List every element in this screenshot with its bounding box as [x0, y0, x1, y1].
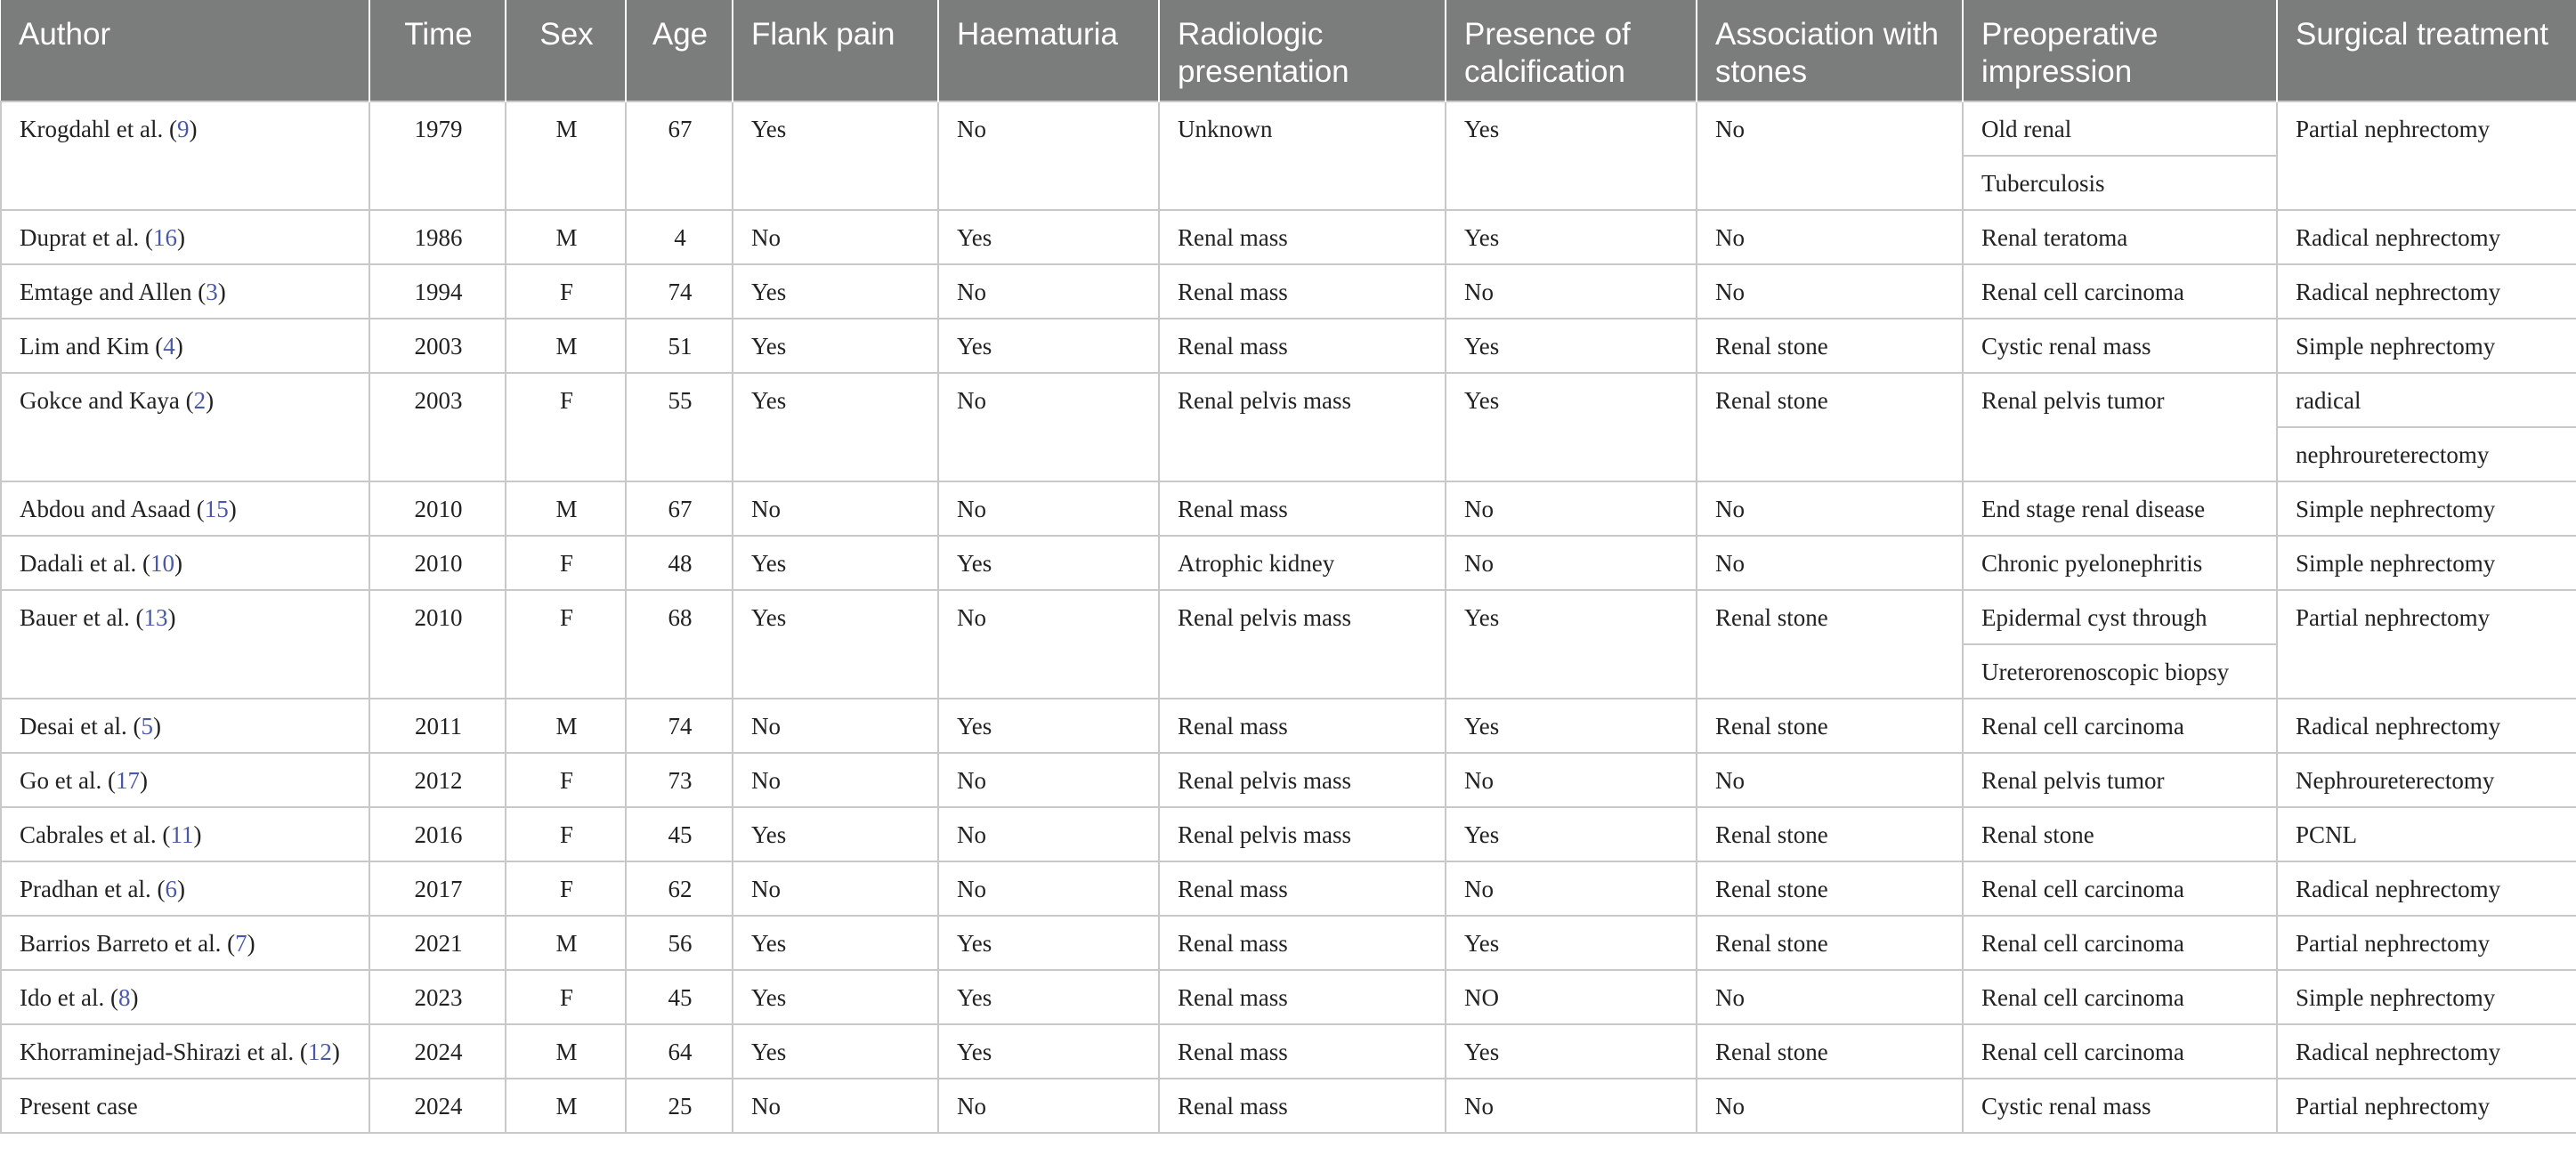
cell-calcification: No	[1446, 753, 1697, 807]
cell-impression: Ureterorenoscopic biopsy	[1963, 644, 2277, 699]
reference-close-paren: )	[174, 333, 183, 360]
cell-calcification: Yes	[1446, 916, 1697, 970]
cell-flank-pain: Yes	[733, 101, 938, 210]
cell-sex: F	[506, 970, 626, 1024]
reference-link[interactable]: 9	[176, 116, 190, 142]
cell-treatment: Nephroureterectomy	[2277, 753, 2576, 807]
cell-flank-pain: Yes	[733, 916, 938, 970]
reference-link[interactable]: 13	[143, 604, 168, 631]
cell-sex: M	[506, 1024, 626, 1079]
header-treatment: Surgical treatment	[2277, 0, 2576, 101]
cell-impression: Renal pelvis tumor	[1963, 753, 2277, 807]
cell-haematuria: Yes	[938, 1024, 1159, 1079]
cell-sex: F	[506, 807, 626, 861]
cell-radiology: Renal mass	[1159, 1024, 1446, 1079]
cell-age: 45	[626, 807, 733, 861]
author-name: Barrios Barreto et al. (	[20, 930, 236, 957]
reference-link[interactable]: 16	[152, 224, 177, 251]
cell-flank-pain: No	[733, 1079, 938, 1133]
cell-time: 2024	[369, 1024, 506, 1079]
cell-author	[1, 264, 369, 319]
cell-calcification: No	[1446, 536, 1697, 590]
reference-link[interactable]: 17	[115, 767, 140, 794]
reference-link[interactable]: 10	[150, 550, 174, 577]
cell-radiology: Renal mass	[1159, 481, 1446, 536]
cell-sex: M	[506, 916, 626, 970]
cell-impression: Tuberculosis	[1963, 156, 2277, 210]
reference-link[interactable]: 5	[141, 713, 153, 740]
cell-stones: Renal stone	[1697, 1024, 1963, 1079]
cell-stones: No	[1697, 970, 1963, 1024]
cell-calcification: No	[1446, 481, 1697, 536]
cell-radiology: Renal mass	[1159, 319, 1446, 373]
header-haematuria: Haematuria	[938, 0, 1159, 101]
cell-age: 68	[626, 590, 733, 699]
cell-haematuria: No	[938, 1079, 1159, 1133]
table-body	[1, 101, 2576, 1133]
cell-flank-pain: Yes	[733, 1024, 938, 1079]
cell-radiology: Renal mass	[1159, 210, 1446, 264]
reference-close-paren: )	[176, 876, 185, 902]
cell-author	[1, 807, 369, 861]
cell-time: 2010	[369, 481, 506, 536]
cell-treatment: Partial nephrectomy	[2277, 101, 2576, 210]
author-name: Ido et al. (	[20, 984, 118, 1011]
header-impression: Preoperative impression	[1963, 0, 2277, 101]
reference-close-paren: )	[176, 224, 185, 251]
cell-time: 2012	[369, 753, 506, 807]
cell-haematuria: Yes	[938, 970, 1159, 1024]
cell-calcification: No	[1446, 1079, 1697, 1133]
cell-calcification: No	[1446, 264, 1697, 319]
reference-link[interactable]: 11	[170, 821, 194, 848]
reference-link[interactable]: 12	[307, 1039, 332, 1065]
reference-close-paren: )	[331, 1039, 340, 1065]
reference-close-paren: )	[206, 387, 215, 414]
cell-stones: No	[1697, 264, 1963, 319]
table-row	[1, 1079, 2576, 1133]
cell-radiology: Renal pelvis mass	[1159, 753, 1446, 807]
cell-sex: F	[506, 373, 626, 481]
reference-close-paren: )	[189, 116, 198, 142]
reference-close-paren: )	[167, 604, 176, 631]
author-name: Pradhan et al. (	[20, 876, 166, 902]
cell-author	[1, 1079, 369, 1133]
cell-treatment: PCNL	[2277, 807, 2576, 861]
cell-age: 67	[626, 481, 733, 536]
cell-impression: Chronic pyelonephritis	[1963, 536, 2277, 590]
cell-radiology: Renal pelvis mass	[1159, 590, 1446, 699]
cell-sex: M	[506, 319, 626, 373]
reference-close-paren: )	[130, 984, 139, 1011]
cell-flank-pain: No	[733, 861, 938, 916]
cell-impression: Renal cell carcinoma	[1963, 861, 2277, 916]
reference-link[interactable]: 6	[165, 876, 177, 902]
cell-sex: M	[506, 101, 626, 210]
cell-flank-pain: No	[733, 699, 938, 753]
table-row	[1, 590, 2576, 644]
cell-author	[1, 861, 369, 916]
cell-time: 2024	[369, 1079, 506, 1133]
cell-author	[1, 753, 369, 807]
table-row	[1, 861, 2576, 916]
cell-haematuria: No	[938, 101, 1159, 210]
cell-radiology: Renal pelvis mass	[1159, 373, 1446, 481]
cell-treatment: Radical nephrectomy	[2277, 264, 2576, 319]
header-stones: Association with stones	[1697, 0, 1963, 101]
cell-age: 64	[626, 1024, 733, 1079]
cell-haematuria: No	[938, 590, 1159, 699]
reference-link[interactable]: 7	[235, 930, 247, 957]
table-row	[1, 699, 2576, 753]
table-row	[1, 536, 2576, 590]
table-row	[1, 481, 2576, 536]
reference-close-paren: )	[152, 713, 161, 740]
author-name: Go et al. (	[20, 767, 116, 794]
cell-sex: M	[506, 699, 626, 753]
header-radiologic-presentation: Radiologic presentation	[1159, 0, 1446, 101]
author-name: Present case	[20, 1093, 138, 1120]
reference-close-paren: )	[228, 496, 237, 522]
cell-radiology: Renal pelvis mass	[1159, 807, 1446, 861]
cell-age: 56	[626, 916, 733, 970]
cell-treatment: Simple nephrectomy	[2277, 536, 2576, 590]
cell-flank-pain: No	[733, 481, 938, 536]
cell-impression: End stage renal disease	[1963, 481, 2277, 536]
cell-author	[1, 373, 369, 481]
cell-flank-pain: Yes	[733, 970, 938, 1024]
cell-time: 2011	[369, 699, 506, 753]
cell-treatment: Simple nephrectomy	[2277, 481, 2576, 536]
author-name: Khorraminejad-Shirazi et al. (	[20, 1039, 308, 1065]
cell-author	[1, 916, 369, 970]
author-name: Krogdahl et al. (	[20, 116, 177, 142]
cell-time: 2016	[369, 807, 506, 861]
author-name: Abdou and Asaad (	[20, 496, 205, 522]
cell-haematuria: Yes	[938, 699, 1159, 753]
reference-close-paren: )	[217, 279, 226, 305]
cell-stones: No	[1697, 481, 1963, 536]
cell-time: 2023	[369, 970, 506, 1024]
cell-treatment: Partial nephrectomy	[2277, 590, 2576, 699]
cell-stones: No	[1697, 101, 1963, 210]
header-age: Age	[626, 0, 733, 101]
cell-radiology: Unknown	[1159, 101, 1446, 210]
cell-time: 2003	[369, 319, 506, 373]
cell-haematuria: Yes	[938, 536, 1159, 590]
cell-impression: Renal cell carcinoma	[1963, 916, 2277, 970]
cell-haematuria: Yes	[938, 319, 1159, 373]
cell-impression: Renal cell carcinoma	[1963, 699, 2277, 753]
cell-time: 2010	[369, 590, 506, 699]
table-row	[1, 319, 2576, 373]
cell-calcification: Yes	[1446, 1024, 1697, 1079]
cell-flank-pain: No	[733, 210, 938, 264]
header-sex: Sex	[506, 0, 626, 101]
table-row	[1, 101, 2576, 156]
cell-stones: Renal stone	[1697, 373, 1963, 481]
author-name: Duprat et al. (	[20, 224, 153, 251]
cell-time: 1994	[369, 264, 506, 319]
cell-time: 2021	[369, 916, 506, 970]
cell-treatment: Radical nephrectomy	[2277, 699, 2576, 753]
cell-flank-pain: Yes	[733, 590, 938, 699]
cell-author	[1, 699, 369, 753]
cell-author	[1, 970, 369, 1024]
cell-impression: Renal cell carcinoma	[1963, 1024, 2277, 1079]
cell-stones: No	[1697, 210, 1963, 264]
author-name: Lim and Kim (	[20, 333, 164, 360]
cell-calcification: Yes	[1446, 319, 1697, 373]
cell-age: 62	[626, 861, 733, 916]
cell-author	[1, 536, 369, 590]
cell-radiology: Renal mass	[1159, 699, 1446, 753]
cell-sex: M	[506, 210, 626, 264]
author-name: Cabrales et al. (	[20, 821, 171, 848]
reference-link[interactable]: 2	[193, 387, 207, 414]
header-time: Time	[369, 0, 506, 101]
cell-impression: Cystic renal mass	[1963, 319, 2277, 373]
cell-sex: F	[506, 264, 626, 319]
cell-impression: Renal cell carcinoma	[1963, 970, 2277, 1024]
cell-author	[1, 210, 369, 264]
cell-time: 2017	[369, 861, 506, 916]
table-row	[1, 210, 2576, 264]
cell-treatment: radical	[2277, 373, 2576, 427]
table-row	[1, 916, 2576, 970]
cell-haematuria: No	[938, 807, 1159, 861]
cell-treatment: Partial nephrectomy	[2277, 1079, 2576, 1133]
cell-impression: Epidermal cyst through	[1963, 590, 2277, 644]
reference-close-paren: )	[139, 767, 148, 794]
cell-sex: F	[506, 536, 626, 590]
cell-treatment: Simple nephrectomy	[2277, 970, 2576, 1024]
cell-haematuria: No	[938, 481, 1159, 536]
cell-calcification: No	[1446, 861, 1697, 916]
cell-time: 1986	[369, 210, 506, 264]
cell-sex: F	[506, 861, 626, 916]
cell-calcification: Yes	[1446, 210, 1697, 264]
cell-treatment: Partial nephrectomy	[2277, 916, 2576, 970]
cell-stones: Renal stone	[1697, 807, 1963, 861]
cell-radiology: Renal mass	[1159, 916, 1446, 970]
cell-treatment: Simple nephrectomy	[2277, 319, 2576, 373]
cell-age: 25	[626, 1079, 733, 1133]
cell-author	[1, 1024, 369, 1079]
cell-treatment: nephroureterectomy	[2277, 427, 2576, 481]
cell-treatment: Radical nephrectomy	[2277, 1024, 2576, 1079]
cell-stones: No	[1697, 536, 1963, 590]
table-row	[1, 373, 2576, 427]
table-row	[1, 1024, 2576, 1079]
cell-calcification: Yes	[1446, 101, 1697, 210]
cell-time: 2003	[369, 373, 506, 481]
table-row	[1, 264, 2576, 319]
cell-age: 48	[626, 536, 733, 590]
header-calcification: Presence of calcification	[1446, 0, 1697, 101]
cell-haematuria: Yes	[938, 210, 1159, 264]
cell-sex: F	[506, 753, 626, 807]
cell-age: 67	[626, 101, 733, 210]
cell-radiology: Renal mass	[1159, 1079, 1446, 1133]
cell-impression: Old renal	[1963, 101, 2277, 156]
cell-age: 55	[626, 373, 733, 481]
reference-close-paren: )	[174, 550, 182, 577]
cell-haematuria: No	[938, 753, 1159, 807]
author-name: Bauer et al. (	[20, 604, 144, 631]
cell-sex: M	[506, 481, 626, 536]
author-name: Dadali et al. (	[20, 550, 150, 577]
cell-author	[1, 590, 369, 699]
cell-haematuria: Yes	[938, 916, 1159, 970]
cell-stones: No	[1697, 753, 1963, 807]
cell-radiology: Renal mass	[1159, 264, 1446, 319]
cell-impression: Renal cell carcinoma	[1963, 264, 2277, 319]
cell-impression: Renal teratoma	[1963, 210, 2277, 264]
author-name: Desai et al. (	[20, 713, 142, 740]
cell-stones: Renal stone	[1697, 319, 1963, 373]
cell-flank-pain: No	[733, 753, 938, 807]
reference-link[interactable]: 8	[117, 984, 131, 1011]
header-flank-pain: Flank pain	[733, 0, 938, 101]
cell-age: 73	[626, 753, 733, 807]
cell-age: 51	[626, 319, 733, 373]
author-name: Emtage and Allen (	[20, 279, 207, 305]
cell-stones: Renal stone	[1697, 916, 1963, 970]
cell-calcification: NO	[1446, 970, 1697, 1024]
cell-radiology: Renal mass	[1159, 861, 1446, 916]
cell-age: 4	[626, 210, 733, 264]
table-row	[1, 807, 2576, 861]
cell-author	[1, 101, 369, 210]
cell-time: 2010	[369, 536, 506, 590]
cell-impression: Cystic renal mass	[1963, 1079, 2277, 1133]
cell-calcification: Yes	[1446, 590, 1697, 699]
cell-age: 74	[626, 264, 733, 319]
cell-impression: Renal pelvis tumor	[1963, 373, 2277, 481]
cell-haematuria: No	[938, 861, 1159, 916]
cell-stones: Renal stone	[1697, 699, 1963, 753]
cell-age: 45	[626, 970, 733, 1024]
cell-treatment: Radical nephrectomy	[2277, 861, 2576, 916]
reference-link[interactable]: 15	[204, 496, 229, 522]
cell-calcification: Yes	[1446, 373, 1697, 481]
cell-author	[1, 481, 369, 536]
cell-flank-pain: Yes	[733, 536, 938, 590]
cell-calcification: Yes	[1446, 699, 1697, 753]
reference-link[interactable]: 3	[206, 279, 218, 305]
cell-flank-pain: Yes	[733, 373, 938, 481]
header-row	[1, 0, 2576, 101]
table-row	[1, 753, 2576, 807]
cell-stones: No	[1697, 1079, 1963, 1133]
cell-flank-pain: Yes	[733, 319, 938, 373]
cell-sex: F	[506, 590, 626, 699]
cell-time: 1979	[369, 101, 506, 210]
author-name: Gokce and Kaya (	[20, 387, 194, 414]
cell-impression: Renal stone	[1963, 807, 2277, 861]
cell-stones: Renal stone	[1697, 590, 1963, 699]
cell-flank-pain: Yes	[733, 264, 938, 319]
cell-sex: M	[506, 1079, 626, 1133]
cell-haematuria: No	[938, 373, 1159, 481]
reference-close-paren: )	[193, 821, 202, 848]
reference-close-paren: )	[247, 930, 255, 957]
cell-treatment: Radical nephrectomy	[2277, 210, 2576, 264]
cell-age: 74	[626, 699, 733, 753]
cell-radiology: Renal mass	[1159, 970, 1446, 1024]
table-row	[1, 970, 2576, 1024]
cell-haematuria: No	[938, 264, 1159, 319]
cell-flank-pain: Yes	[733, 807, 938, 861]
reference-link[interactable]: 4	[163, 333, 175, 360]
cell-stones: Renal stone	[1697, 861, 1963, 916]
cell-calcification: Yes	[1446, 807, 1697, 861]
header-author: Author	[1, 0, 369, 101]
cell-radiology: Atrophic kidney	[1159, 536, 1446, 590]
cell-author	[1, 319, 369, 373]
